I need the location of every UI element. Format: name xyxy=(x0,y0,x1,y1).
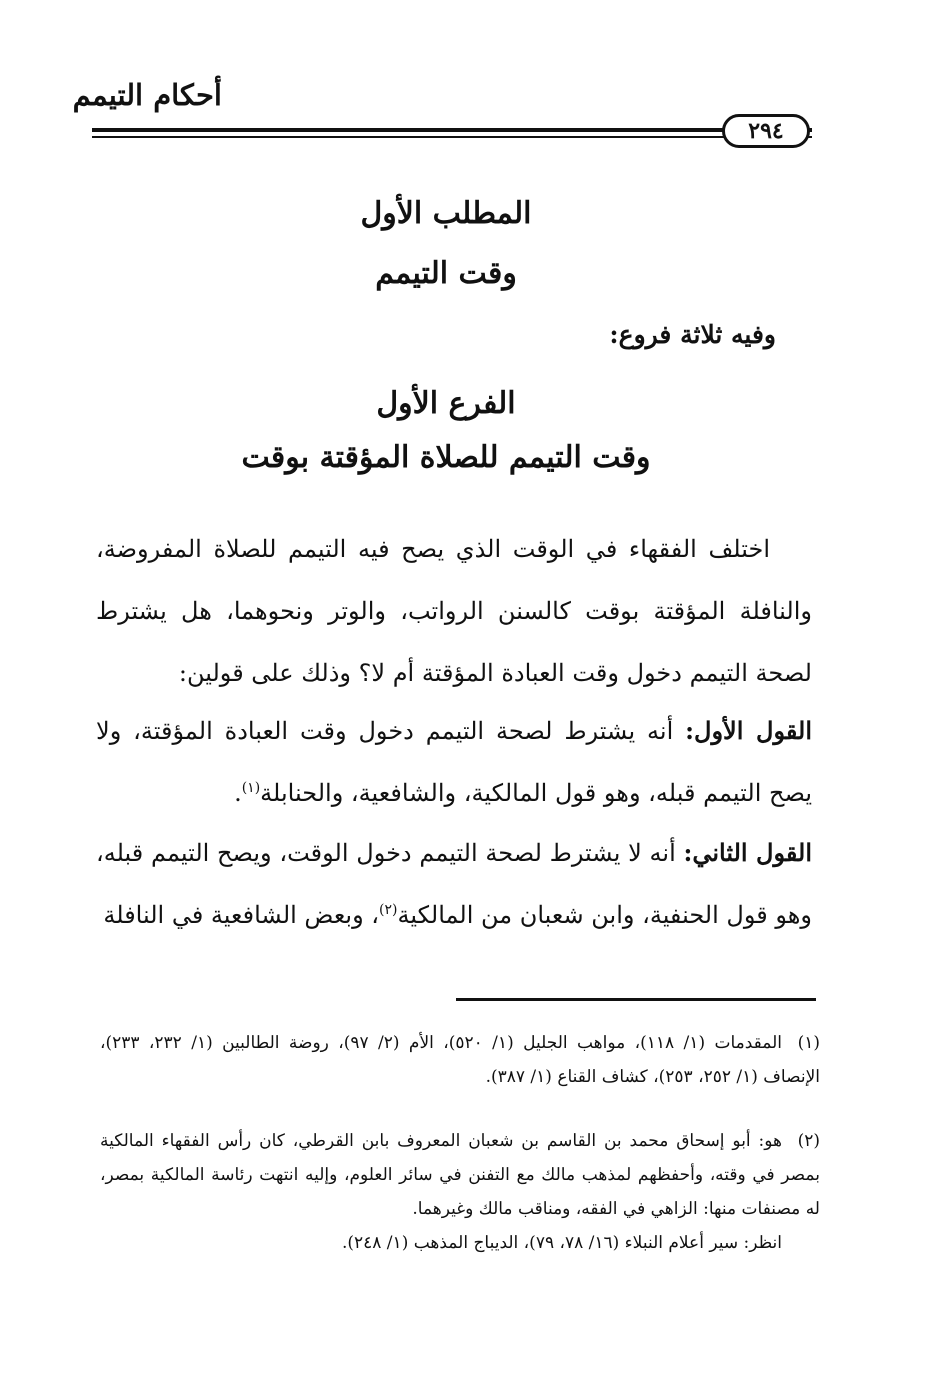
first-opinion-label: القول الأول: xyxy=(685,716,812,745)
paragraph-first-opinion xyxy=(96,700,812,824)
intro-line: وفيه ثلاثة فروع: xyxy=(609,320,776,349)
footnote-1-number: (١) xyxy=(797,1033,821,1053)
second-opinion-text-b: ، وبعض الشافعية في النافلة xyxy=(103,901,380,929)
footnote-1-text: المقدمات (١/ ١١٨)، مواهب الجليل (١/ ٥٢٠)، الأم (٢/ ٩٧)، روضة الطالبين (١/ ٢٣٢، ٢٣٣)، الإنصاف (١/ ٢٥٢، ٢٥٣)، كشاف القناع (١/ ٣٨٧). xyxy=(100,1033,820,1087)
footnote-1 xyxy=(100,1026,820,1094)
branch-title: وقت التيمم للصلاة المؤقتة بوقت xyxy=(241,440,651,475)
first-opinion-text: أنه يشترط لصحة التيمم دخول وقت العبادة المؤقتة، ولا يصح التيمم قبله، وهو قول المالكية، والشافعية، والحنابلة xyxy=(96,717,812,807)
running-title: أحكام التيمم xyxy=(72,78,222,112)
footnote-separator xyxy=(456,998,816,1001)
section-heading: المطلب الأول xyxy=(360,196,532,231)
paragraph-1: اختلف الفقهاء في الوقت الذي يصح فيه التيمم للصلاة المفروضة، والنافلة المؤقتة بوقت كالسنن الرواتب، والوتر ونحوهما، هل يشترط لصحة التيمم دخول وقت العبادة المؤقتة أم لا؟ وذلك على قولين: xyxy=(96,535,812,687)
footnote-ref-2: (٢) xyxy=(379,902,398,918)
footnote-2-see-also: انظر: سير أعلام النبلاء (١٦/ ٧٨، ٧٩)، الديباج المذهب (١/ ٢٤٨). xyxy=(341,1233,782,1253)
footnote-2-number: (٢) xyxy=(797,1131,820,1151)
footnote-2-text: هو: أبو إسحاق محمد بن القاسم بن شعبان المعروف بابن القرطي، كان رأس الفقهاء المالكية بمصر في وقته، وأحفظهم لمذهب مالك مع التفنن في سائر العلوم، وإليه انتهت رئاسة المالكية بمصر، له مصنفات منها: الزاهي في الفقه، ومناقب مالك وغيرهما. xyxy=(100,1131,820,1219)
second-opinion-label: القول الثاني: xyxy=(683,838,812,867)
paragraph-second-opinion xyxy=(96,822,812,946)
footnote-ref-1: (١) xyxy=(241,780,261,796)
footnote-2 xyxy=(100,1124,820,1260)
page-number: ٢٩٤ xyxy=(722,114,810,148)
second-opinion-text-a: أنه لا يشترط لصحة التيمم دخول الوقت، ويصح التيمم قبله، وهو قول الحنفية، وابن شعبان من المالكية xyxy=(96,839,812,929)
header-rule xyxy=(92,128,812,132)
branch-heading: الفرع الأول xyxy=(376,386,516,421)
first-opinion-end: . xyxy=(234,779,242,807)
header-rule-thin xyxy=(92,136,812,138)
section-title: وقت التيمم xyxy=(375,256,517,291)
